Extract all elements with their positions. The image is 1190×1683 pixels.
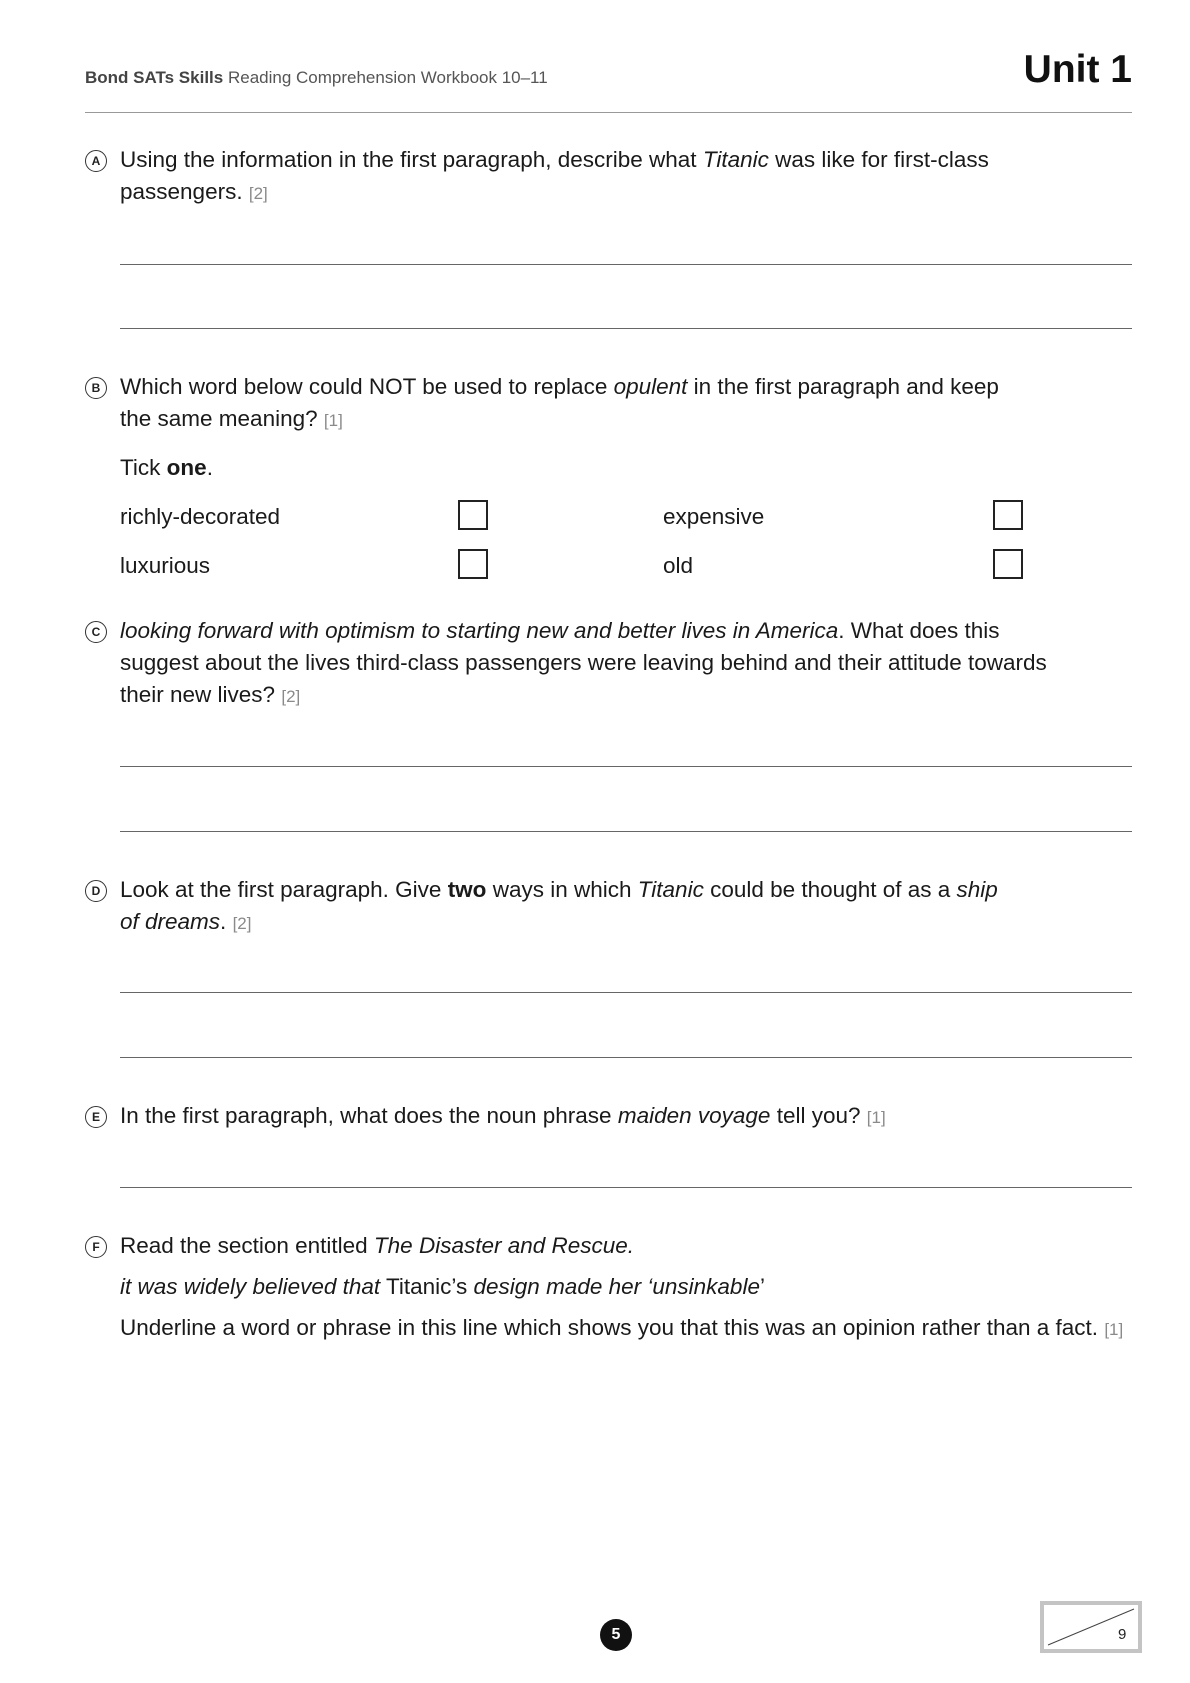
answer-line[interactable] xyxy=(120,264,1132,265)
option-label-richly-decorated: richly-decorated xyxy=(120,504,281,529)
page-number-badge: 5 xyxy=(600,1619,632,1651)
page-corner-icon xyxy=(1040,1601,1142,1653)
answer-line[interactable] xyxy=(120,992,1132,993)
question-a-marks: [2] xyxy=(248,184,268,203)
question-d-text: Look at the first paragraph. Give two ways in which Titanic could be thought of as a ship of dreams. [2] xyxy=(120,877,998,934)
series-name: Bond SATs Skills xyxy=(85,68,224,87)
question-e-marker: E xyxy=(85,1106,107,1128)
checkbox-old[interactable] xyxy=(993,549,1023,579)
question-b-marks: [1] xyxy=(323,411,343,430)
checkbox-richly-decorated[interactable] xyxy=(458,500,488,530)
header-divider xyxy=(85,112,1132,113)
answer-line[interactable] xyxy=(120,766,1132,767)
question-f-marks: [1] xyxy=(1104,1320,1124,1339)
question-d-marks: [2] xyxy=(232,914,252,933)
question-a-text: Using the information in the first paragraph, describe what Titanic was like for first-class passengers. [2] xyxy=(120,147,989,204)
question-c-marker: C xyxy=(85,621,107,643)
question-c-marks: [2] xyxy=(281,687,301,706)
header-series xyxy=(85,68,548,88)
book-title: Reading Comprehension Workbook 10–11 xyxy=(227,68,548,87)
question-f-intro: Read the section entitled The Disaster and Rescue. xyxy=(120,1233,635,1258)
question-c-text: looking forward with optimism to starting new and better lives in America. What does this suggest about the lives third-class passengers were leaving behind and their attitude towards their new lives? [2] xyxy=(120,618,1047,707)
answer-line[interactable] xyxy=(120,831,1132,832)
option-label-luxurious: luxurious xyxy=(120,553,211,578)
question-f-marker: F xyxy=(85,1236,107,1258)
option-label-old: old xyxy=(663,553,694,578)
answer-line[interactable] xyxy=(120,1057,1132,1058)
question-a-marker: A xyxy=(85,150,107,172)
question-b-marker: B xyxy=(85,377,107,399)
corner-page-number: 9 xyxy=(1118,1626,1127,1643)
checkbox-expensive[interactable] xyxy=(993,500,1023,530)
unit-title: Unit 1 xyxy=(1023,48,1132,91)
question-f-instruction: Underline a word or phrase in this line which shows you that this was an opinion rather than a fact. [1] xyxy=(120,1315,1124,1340)
answer-line[interactable] xyxy=(120,1187,1132,1188)
question-e-marks: [1] xyxy=(866,1108,886,1127)
checkbox-luxurious[interactable] xyxy=(458,549,488,579)
question-e-text: In the first paragraph, what does the noun phrase maiden voyage tell you? [1] xyxy=(120,1103,886,1128)
tick-instruction: Tick one. xyxy=(120,455,213,480)
answer-line[interactable] xyxy=(120,328,1132,329)
question-b-text: Which word below could NOT be used to replace opulent in the first paragraph and keep the same meaning? [1] xyxy=(120,374,999,431)
option-label-expensive: expensive xyxy=(663,504,765,529)
question-d-marker: D xyxy=(85,880,107,902)
question-f-quote[interactable]: it was widely believed that Titanic’s design made her ‘unsinkable’ xyxy=(120,1274,765,1299)
